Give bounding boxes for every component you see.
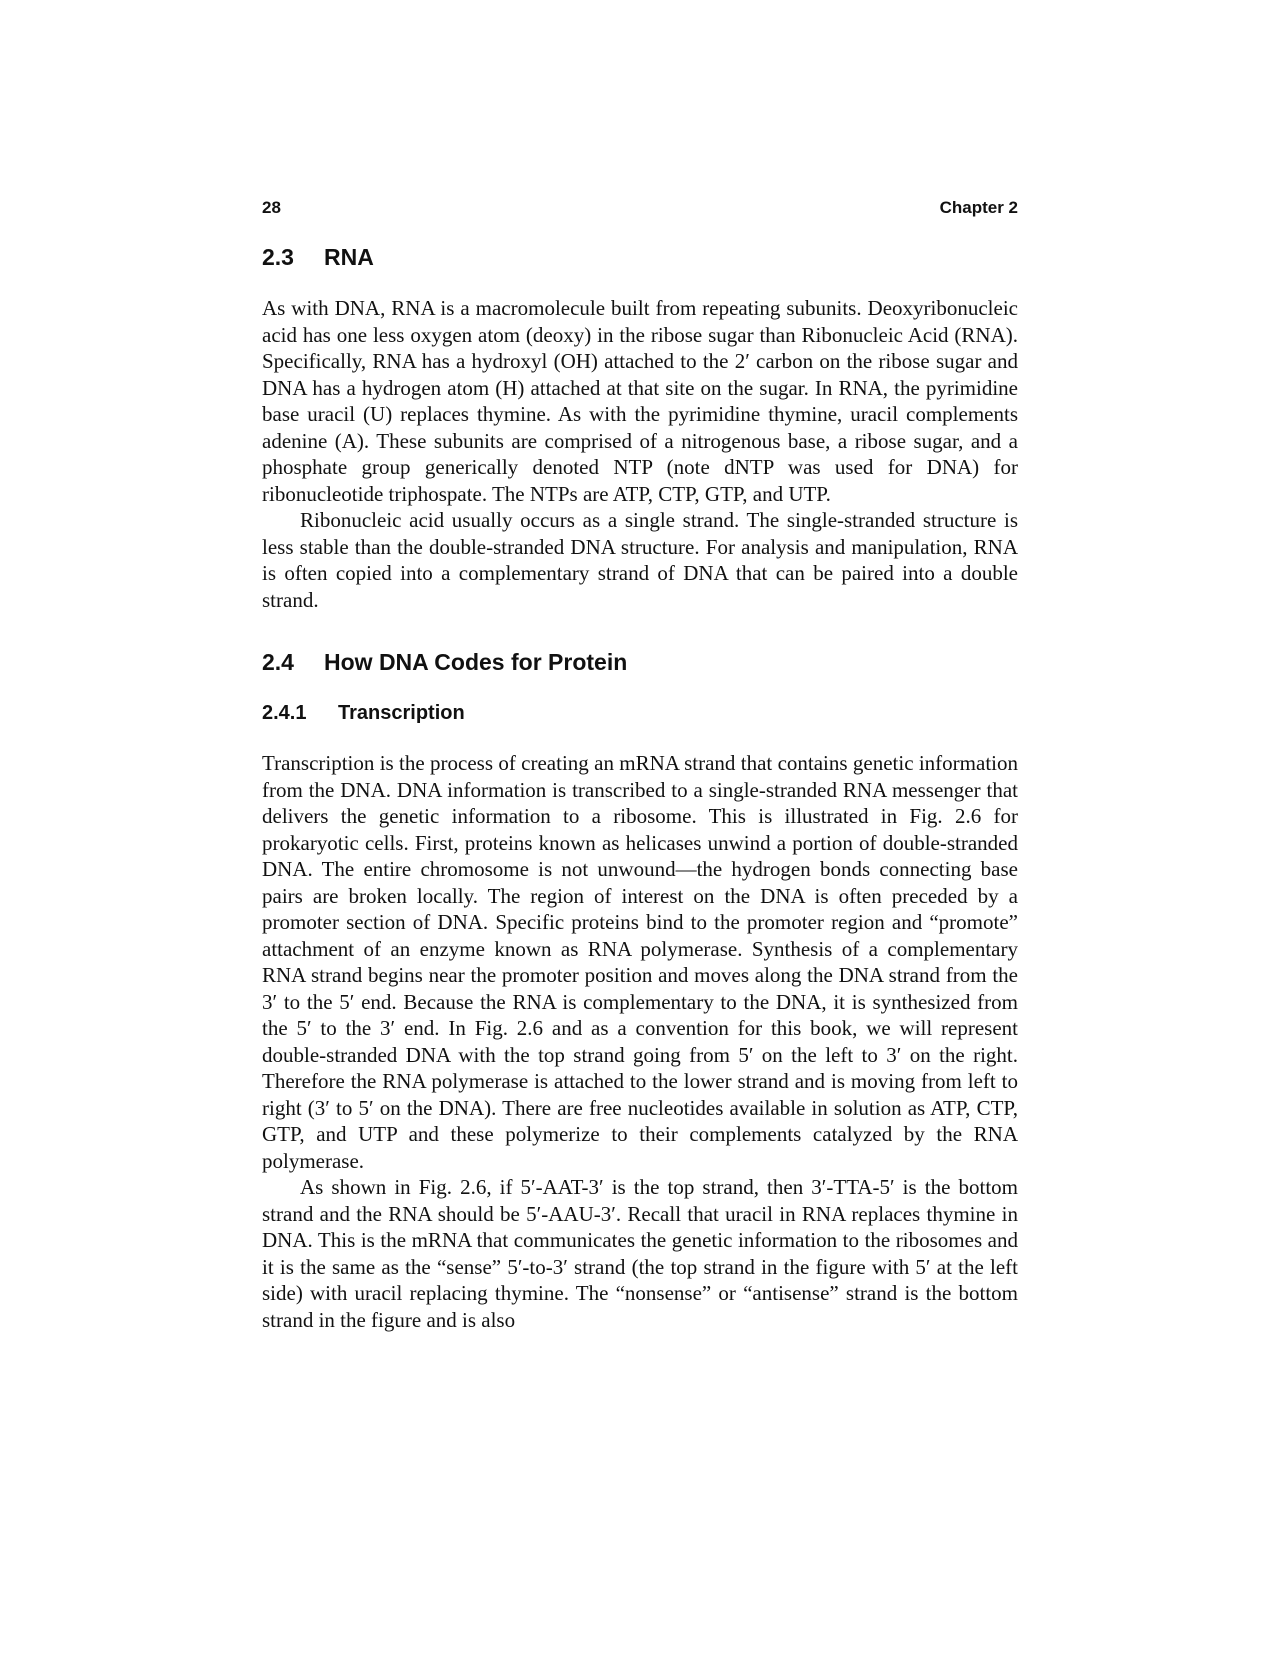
running-header [262, 196, 1018, 220]
section-heading-rna [262, 242, 374, 272]
subsection-title: Transcription [338, 702, 465, 724]
section-title: How DNA Codes for Protein [324, 649, 628, 675]
section-number: 2.4 [262, 649, 294, 675]
subsection-number: 2.4.1 [262, 702, 307, 724]
section-title: RNA [324, 244, 374, 270]
rna-body-text [262, 295, 1018, 613]
section-heading-protein [262, 647, 627, 677]
subsection-heading-transcription [262, 699, 465, 727]
paragraph: Transcription is the process of creating an mRNA strand that contains genetic information from the DNA. DNA information is transcribed to a single-stranded RNA messenger that delivers the genetic information to a ribosome. This is illustrated in Fig. 2.6 for prokaryotic cells. First, proteins known as helicases unwind a portion of double-stranded DNA. The entire chromosome is not unwound—the hydrogen bonds connecting base pairs are broken locally. The region of interest on the DNA is often preceded by a promoter section of DNA. Specific proteins bind to the promoter region and “promote” attachment of an enzyme known as RNA polymerase. Synthesis of a complementary RNA strand begins near the promoter position and moves along the DNA strand from the 3′ to the 5′ end. Because the RNA is complementary to the DNA, it is synthesized from the 5′ to the 3′ end. In Fig. 2.6 and as a convention for this book, we will represent double-stranded DNA with the top strand going from 5′ on the left to 3′ on the right. Therefore the RNA polymerase is attached to the lower strand and is moving from left to right (3′ to 5′ on the DNA). There are free nucleotides available in solution as ATP, CTP, GTP, and UTP and these polymerize to their complements catalyzed by the RNA polymerase. [262, 751, 1018, 1173]
transcription-body-text [262, 750, 1018, 1333]
section-number: 2.3 [262, 244, 294, 270]
paragraph: As shown in Fig. 2.6, if 5′-AAT-3′ is the top strand, then 3′-TTA-5′ is the bottom strand and the RNA should be 5′-AAU-3′. Recall that uracil in RNA replaces thymine in DNA. This is the mRNA that communicates the genetic information to the ribosomes and it is the same as the “sense” 5′-to-3′ strand (the top strand in the figure with 5′ at the left side) with uracil replacing thymine. The “nonsense” or “antisense” strand is the bottom strand in the figure and is also [262, 1175, 1018, 1332]
paragraph: Ribonucleic acid usually occurs as a single strand. The single-stranded structure is less stable than the double-stranded DNA structure. For analysis and manipulation, RNA is often copied into a complementary strand of DNA that can be paired into a double strand. [262, 508, 1018, 612]
paragraph: As with DNA, RNA is a macromolecule built from repeating subunits. Deoxyribonucleic acid has one less oxygen atom (deoxy) in the ribose sugar than Ribonucleic Acid (RNA). Specifically, RNA has a hydroxyl (OH) attached to the 2′ carbon on the ribose sugar and DNA has a hydrogen atom (H) attached at that site on the sugar. In RNA, the pyrimidine base uracil (U) replaces thymine. As with the pyrimidine thymine, uracil complements adenine (A). These subunits are comprised of a nitrogenous base, a ribose sugar, and a phosphate group generically denoted NTP (note dNTP was used for DNA) for ribonucleotide triphospate. The NTPs are ATP, CTP, GTP, and UTP. [262, 296, 1018, 506]
page-number: 28 [262, 198, 281, 217]
chapter-label: Chapter 2 [939, 198, 1018, 217]
book-page [262, 0, 1018, 1656]
